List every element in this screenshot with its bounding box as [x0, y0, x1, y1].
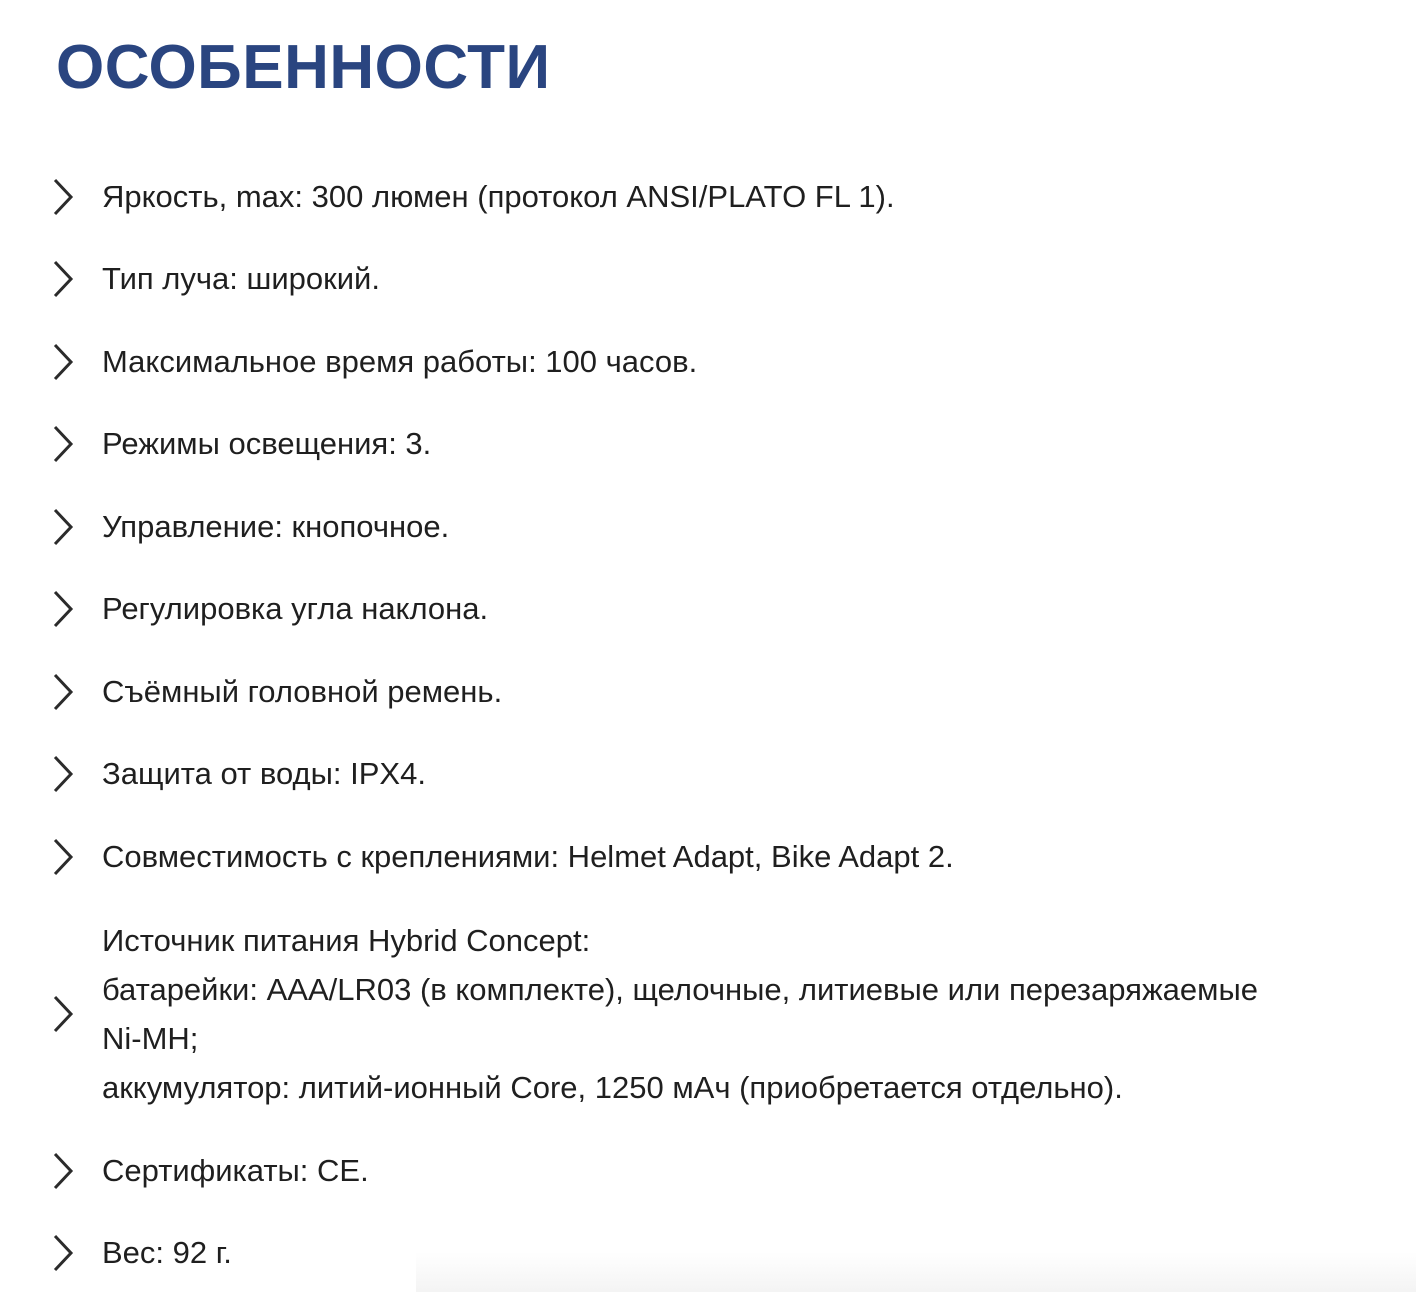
feature-item-max-runtime [50, 342, 1380, 382]
feature-item-water-protection [50, 754, 1380, 794]
chevron-right-icon [50, 507, 76, 547]
section-title: ОСОБЕННОСТИ [56, 33, 551, 102]
feature-text: Сертификаты: CE. [102, 1153, 369, 1188]
feature-text: Совместимость с креплениями: Helmet Adapt, Bike Adapt 2. [102, 839, 954, 874]
feature-text: Съёмный головной ремень. [102, 674, 503, 709]
chevron-right-icon [50, 994, 76, 1034]
feature-text: Максимальное время работы: 100 часов. [102, 344, 698, 379]
chevron-right-icon [50, 1151, 76, 1191]
feature-item-light-modes [50, 424, 1380, 464]
chevron-right-icon [50, 589, 76, 629]
chevron-right-icon [50, 754, 76, 794]
feature-text: Вес: 92 г. [102, 1235, 232, 1270]
feature-line: Ni-MH; [102, 1021, 199, 1056]
feature-item-tilt [50, 589, 1380, 629]
feature-text: Регулировка угла наклона. [102, 591, 489, 626]
chevron-right-icon [50, 177, 76, 217]
feature-text: Режимы освещения: 3. [102, 426, 432, 461]
chevron-right-icon [50, 259, 76, 299]
feature-item-power-source [50, 916, 1380, 1112]
feature-item-certificates [50, 1151, 1380, 1191]
feature-text-multiline [102, 916, 1258, 1112]
feature-item-compatibility [50, 837, 1380, 877]
feature-text: Яркость, max: 300 люмен (протокол ANSI/PLATO FL 1). [102, 179, 895, 214]
feature-item-control [50, 507, 1380, 547]
feature-line: Источник питания Hybrid Concept: [102, 923, 591, 958]
chevron-right-icon [50, 837, 76, 877]
feature-item-brightness [50, 177, 1380, 217]
chevron-right-icon [50, 672, 76, 712]
feature-line: батарейки: AAA/LR03 (в комплекте), щелочные, литиевые или перезаряжаемые [102, 972, 1258, 1007]
feature-item-beam-type [50, 259, 1380, 299]
chevron-right-icon [50, 424, 76, 464]
feature-item-weight [50, 1233, 1380, 1273]
feature-line: аккумулятор: литий-ионный Core, 1250 мАч (приобретается отдельно). [102, 1070, 1123, 1105]
feature-item-headband [50, 672, 1380, 712]
feature-text: Управление: кнопочное. [102, 509, 450, 544]
feature-text: Тип луча: широкий. [102, 261, 380, 296]
chevron-right-icon [50, 1233, 76, 1273]
feature-text: Защита от воды: IPX4. [102, 756, 426, 791]
chevron-right-icon [50, 342, 76, 382]
